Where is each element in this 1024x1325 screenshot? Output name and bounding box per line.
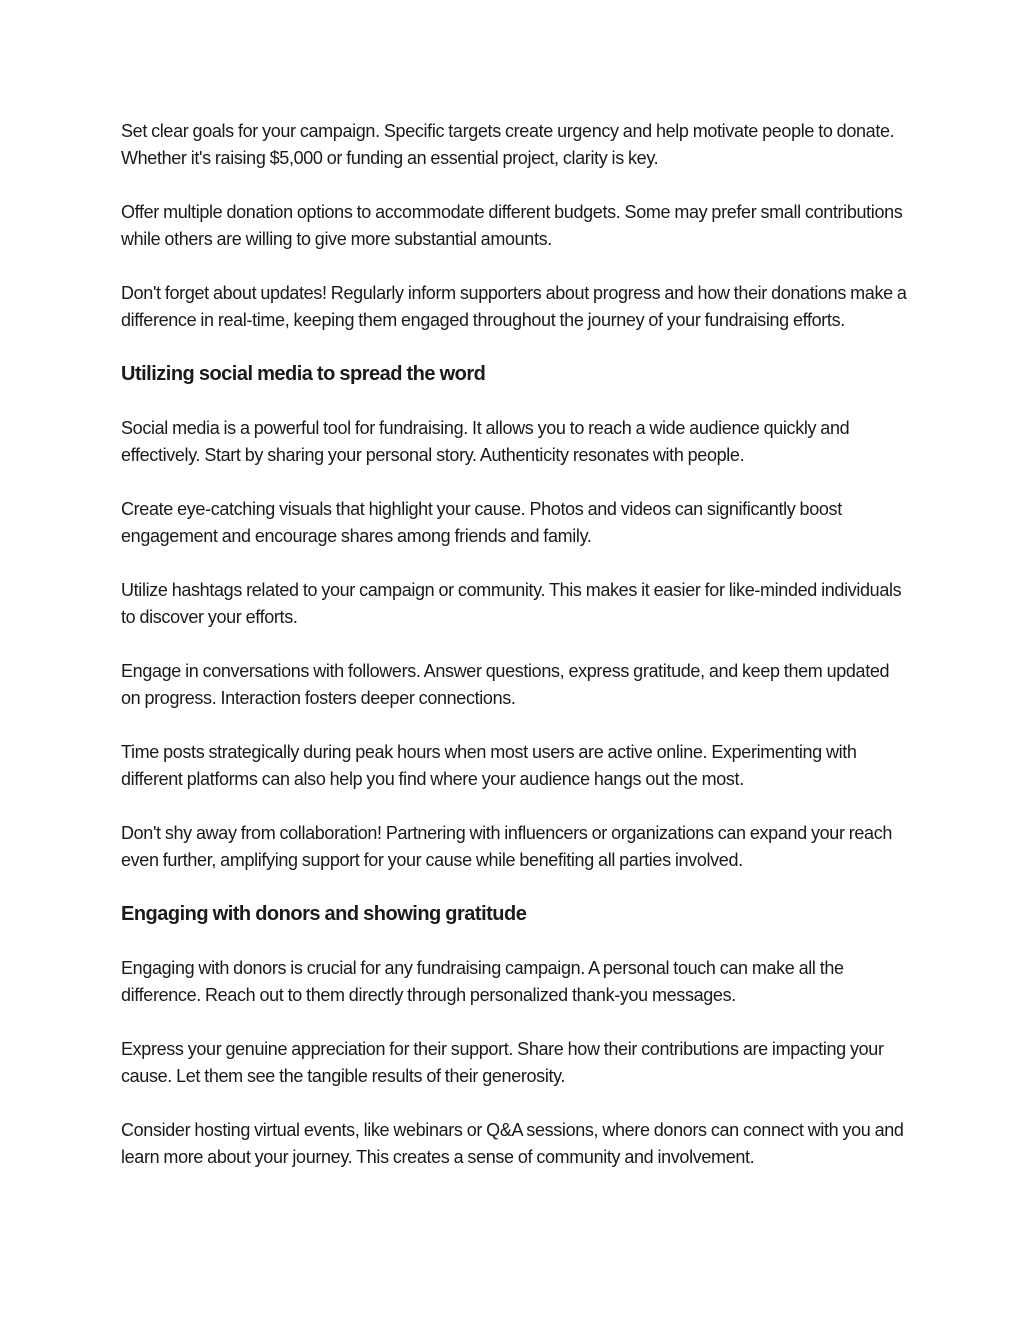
social-paragraph-2: Create eye-catching visuals that highlight your cause. Photos and videos can significantly boost engagement and encourage shares among friends and family. [121,499,842,546]
social-paragraph-1: Social media is a powerful tool for fundraising. It allows you to reach a wide audience quickly and effectively. Start by sharing your personal story. Authenticity resonates with people. [121,418,850,465]
social-paragraph-6: Don't shy away from collaboration! Partnering with influencers or organizations can expand your reach even further, amplifying support for your cause while benefiting all parties involved. [121,823,893,870]
social-media-heading: Utilizing social media to spread the word [121,363,486,385]
document-page [121,118,911,1198]
intro-paragraph-3: Don't forget about updates! Regularly inform supporters about progress and how their donations make a difference in real-time, keeping them engaged throughout the journey of your fundraising efforts. [121,283,907,330]
intro-paragraph-1: Set clear goals for your campaign. Specific targets create urgency and help motivate people to donate. Whether it's raising $5,000 or funding an essential project, clarity is key. [121,121,895,168]
donors-paragraph-1: Engaging with donors is crucial for any fundraising campaign. A personal touch can make all the difference. Reach out to them directly through personalized thank-you messages. [121,958,844,1005]
social-paragraph-3: Utilize hashtags related to your campaign or community. This makes it easier for like-minded individuals to discover your efforts. [121,580,902,627]
social-paragraph-4: Engage in conversations with followers. Answer questions, express gratitude, and keep them updated on progress. Interaction fosters deeper connections. [121,661,890,708]
intro-paragraph-2: Offer multiple donation options to accommodate different budgets. Some may prefer small contributions while others are willing to give more substantial amounts. [121,202,903,249]
donors-paragraph-2: Express your genuine appreciation for their support. Share how their contributions are impacting your cause. Let them see the tangible results of their generosity. [121,1039,884,1086]
social-paragraph-5: Time posts strategically during peak hours when most users are active online. Experimenting with different platforms can also help you find where your audience hangs out the most. [121,742,857,789]
donors-paragraph-3: Consider hosting virtual events, like webinars or Q&A sessions, where donors can connect with you and learn more about your journey. This creates a sense of community and involvement. [121,1120,904,1167]
donors-heading: Engaging with donors and showing gratitude [121,903,527,925]
